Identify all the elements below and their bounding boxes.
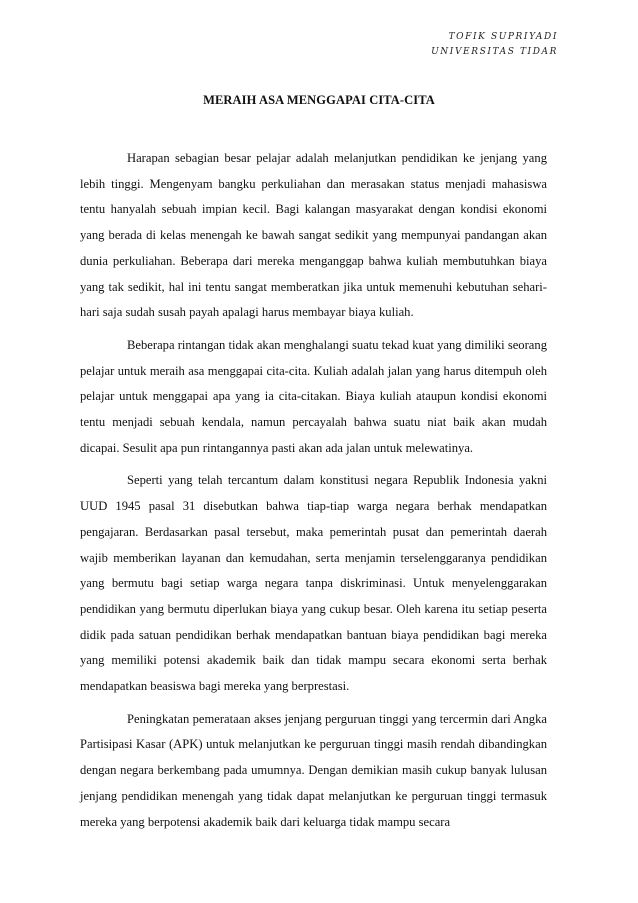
document-body: [80, 146, 547, 842]
paragraph: Harapan sebagian besar pelajar adalah melanjutkan pendidikan ke jenjang yang lebih tinggi. Mengenyam bangku perkuliahan dan merasakan status menjadi mahasiswa tentu hanyalah sebuah impian kecil. Bagi kalangan masyarakat dengan kondisi ekonomi yang berada di kelas menengah ke bawah sangat sedikit yang mempunyai pandangan akan dunia perkuliahan. Beberapa dari mereka menganggap bahwa kuliah membutuhkan biaya yang tak sedikit, hal ini tentu sangat memberatkan jika untuk memenuhi kebutuhan sehari-hari saja sudah susah payah apalagi harus membayar biaya kuliah.: [80, 151, 547, 320]
header-institution: UNIVERSITAS TIDAR: [431, 47, 558, 57]
document-title: MERAIH ASA MENGGAPAI CITA-CITA: [203, 93, 435, 107]
paragraph: Beberapa rintangan tidak akan menghalangi suatu tekad kuat yang dimiliki seorang pelajar untuk meraih asa menggapai cita-cita. Kuliah adalah jalan yang harus ditempuh oleh pelajar untuk menggapai apa yang ia cita-citakan. Biaya kuliah ataupun kondisi ekonomi tentu menjadi sebuah kendala, namun percayalah bahwa suatu niat baik akan mudah dicapai. Sesulit apa pun rintangannya pasti akan ada jalan untuk melewatinya.: [80, 337, 547, 455]
header-author: TOFIK SUPRIYADI: [448, 32, 558, 42]
page-header: [431, 30, 558, 60]
paragraph: Seperti yang telah tercantum dalam konstitusi negara Republik Indonesia yakni UUD 1945 pasal 31 disebutkan bahwa tiap-tiap warga negara berhak mendapatkan pengajaran. Berdasarkan pasal tersebut, maka pemerintah pusat dan pemerintah daerah wajib memberikan layanan dan kemudahan, serta menjamin terselenggaranya pendidikan yang bermutu bagi setiap warga negara tanpa diskriminasi. Untuk menyelenggarakan pendidikan yang bermutu diperlukan biaya yang cukup besar. Oleh karena itu setiap peserta didik pada satuan pendidikan berhak mendapatkan bantuan biaya pendidikan bagi mereka yang memiliki potensi akademik baik dan tidak mampu secara ekonomi serta berhak mendapatkan beasiswa bagi mereka yang berprestasi.: [80, 473, 547, 694]
paragraph: Peningkatan pemerataan akses jenjang perguruan tinggi yang tercermin dari Angka Partisipasi Kasar (APK) untuk melanjutkan ke perguruan tinggi masih rendah dibandingkan dengan negara berkembang pada umumnya. Dengan demikian masih cukup banyak lulusan jenjang pendidikan menengah yang tidak dapat melanjutkan ke perguruan tinggi termasuk mereka yang berpotensi akademik baik dari keluarga tidak mampu secara: [80, 711, 547, 829]
